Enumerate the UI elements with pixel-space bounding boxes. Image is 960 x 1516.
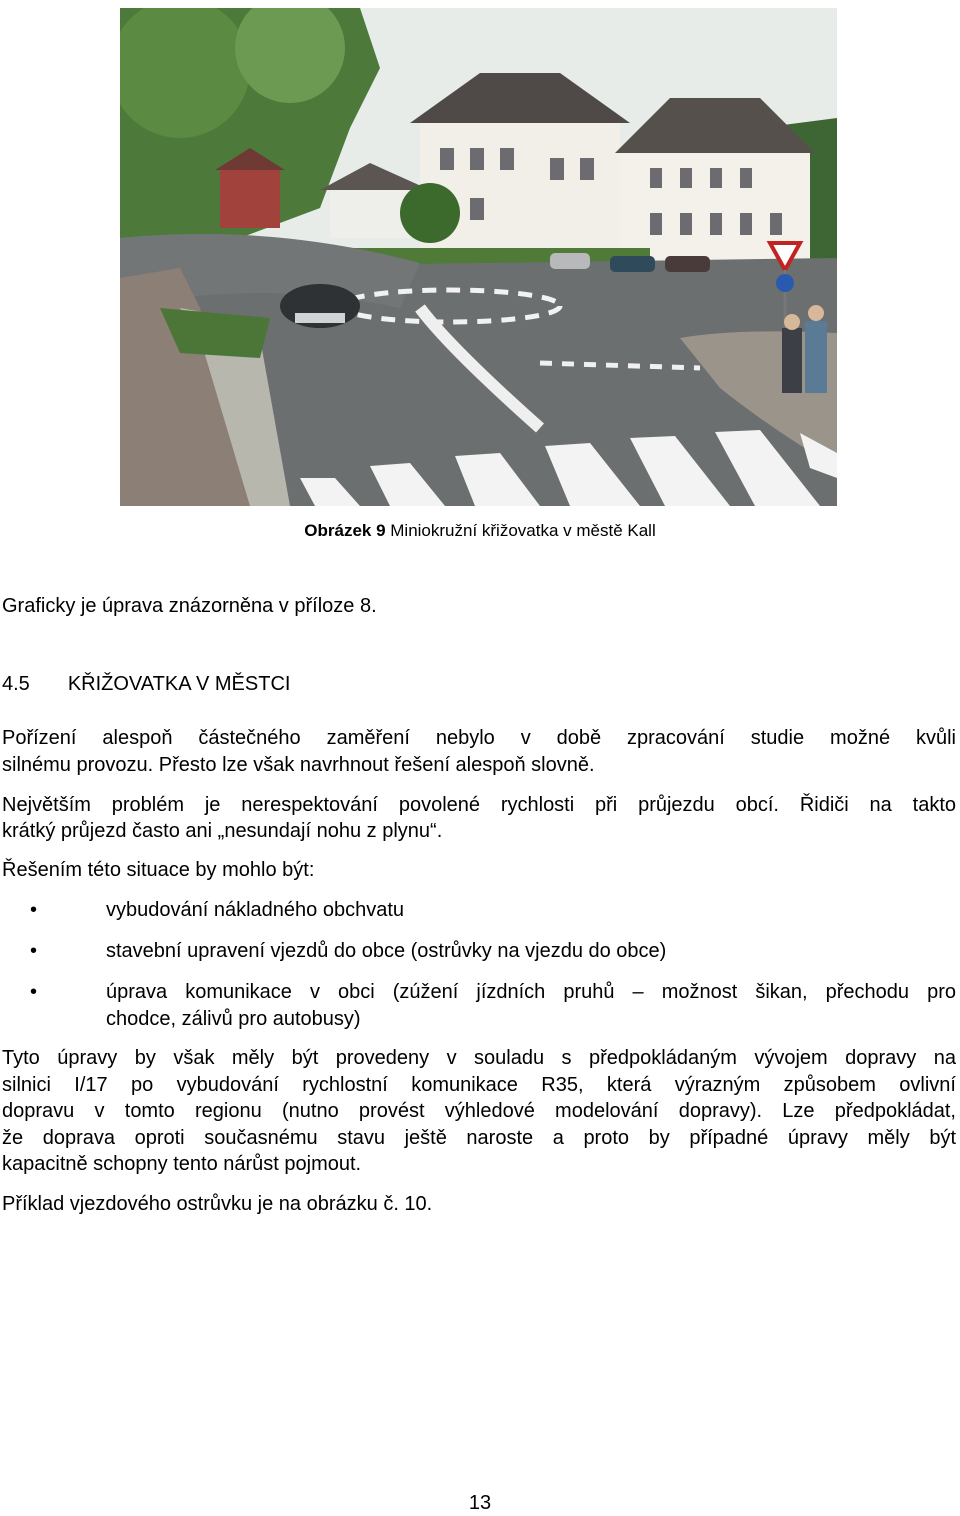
paragraph-4-line-1: Tyto úpravy by však měly být provedeny v souladu s předpokládaným vývojem dopravy na [2, 1047, 956, 1069]
figure-photo [120, 8, 837, 506]
roundabout-photo-graphic [120, 8, 837, 506]
photo-pedestrian-2 [805, 321, 827, 393]
photo-parked-car-2 [610, 256, 655, 272]
paragraph-1-line-2: silnému provozu. Přesto lze však navrhnout řešení alespoň slovně. [2, 754, 595, 776]
photo-parked-car-3 [665, 256, 710, 272]
paragraph-2-line-2: krátký průjezd často ani „nesundají nohu z plynu“. [2, 820, 443, 842]
paragraph-4-line-2: silnici I/17 po vybudování rychlostní komunikace R35, která výrazným způsobem ovlivní [2, 1074, 956, 1096]
paragraph-5-line-1: Příklad vjezdového ostrůvku je na obrázku č. 10. [2, 1193, 433, 1215]
paragraph-annex: Graficky je úprava znázorněna v příloze 8. [2, 595, 377, 617]
bullet-2-text: stavební upravení vjezdů do obce (ostrůvky na vjezdu do obce) [106, 940, 667, 962]
heading-title: KŘIŽOVATKA V MĚSTCI [67, 673, 291, 695]
photo-car-plate [295, 313, 345, 323]
caption-text: Miniokružní křižovatka v městě Kall [385, 521, 656, 540]
paragraph-2-line-1: Největším problém je nerespektování povolené rychlosti při průjezdu obcí. Řidiči na takto [2, 794, 956, 816]
paragraph-4-line-3: dopravu v tomto regionu (nutno provést výhledové modelování dopravy). Lze předpokládat, [2, 1100, 956, 1122]
paragraph-3-line-1: Řešením této situace by mohlo být: [2, 859, 315, 881]
photo-roundabout-sign [776, 274, 794, 292]
bullet-1-symbol: • [30, 899, 38, 921]
photo-pedestrian-1-head [784, 314, 800, 330]
page-number: 13 [468, 1492, 492, 1514]
bullet-2-symbol: • [30, 940, 38, 962]
figure-caption [0, 520, 960, 542]
bullet-1-text: vybudování nákladného obchvatu [106, 899, 405, 921]
photo-parked-car-1 [550, 253, 590, 269]
section-heading [2, 671, 290, 698]
bullet-3-symbol: • [30, 981, 38, 1003]
photo-pedestrian-1 [782, 328, 802, 393]
bullet-3-text-line-2: chodce, zálivů pro autobusy) [106, 1008, 361, 1030]
photo-pedestrian-2-head [808, 305, 824, 321]
photo-red-house [220, 168, 280, 228]
paragraph-4-line-5: kapacitně schopny tento nárůst pojmout. [2, 1153, 362, 1175]
paragraph-1-line-1: Pořízení alespoň částečného zaměření nebylo v době zpracování studie možné kvůli [2, 727, 956, 749]
photo-tree-middle [400, 183, 460, 243]
bullet-3-text-line-1: úprava komunikace v obci (zúžení jízdních pruhů – možnost šikan, přechodu pro [106, 981, 956, 1003]
heading-number: 4.5 [2, 673, 30, 695]
paragraph-4-line-4: že doprava oproti současnému stavu ještě naroste a proto by případné úpravy měly být [2, 1127, 956, 1149]
caption-label: Obrázek 9 [304, 521, 386, 540]
